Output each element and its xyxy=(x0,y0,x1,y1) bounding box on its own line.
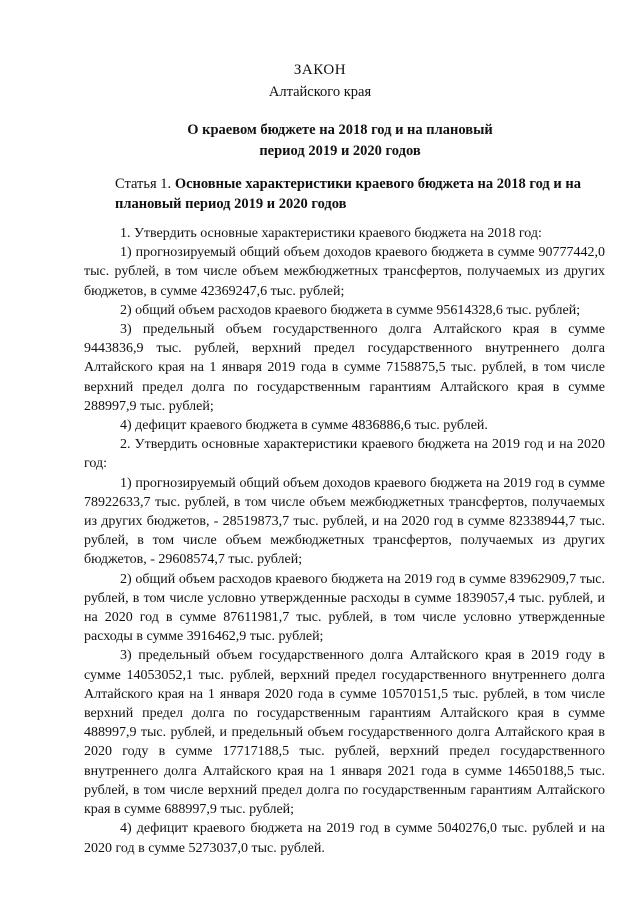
paragraph: 1) прогнозируемый общий объем доходов краевого бюджета на 2019 год в сумме 78922633,7 тыс. рублей, в том числе объем межбюджетных трансфертов, получаемых из других бюджетов, - 28519873,7 тыс. рублей, и на 2020 год в сумме 82338944,7 тыс. рублей, в том числе объем межбюджетных трансфертов, получаемых из других бюджетов, - 29608574,7 тыс. рублей; xyxy=(84,475,605,568)
law-title-line2: период 2019 и 2020 годов xyxy=(259,143,421,159)
paragraph: 4) дефицит краевого бюджета в сумме 4836886,6 тыс. рублей. xyxy=(120,418,488,434)
paragraph: 1. Утвердить основные характеристики краевого бюджета на 2018 год: xyxy=(120,226,542,241)
paragraph: 3) предельный объем государственного долга Алтайского края в 2019 году в сумме 14053052,1 тыс. рублей, верхний предел государственного внутреннего долга Алтайского края на 1 января 2020 года в сумме 10570151,5 тыс. рублей, в том числе верхний предел долга по государственным гарантиям Алтайского края в сумме 488997,9 тыс. рублей, и предельный объем государственного долга Алтайского края в 2020 году в сумме 17717188,5 тыс. рублей, верхний предел государственного внутреннего долга Алтайского края на 1 января 2021 года в сумме 14650188,5 тыс. рублей, в том числе верхний предел долга по государственным гарантиям Алтайского края в сумме 688997,9 тыс. рублей; xyxy=(84,648,605,818)
law-title-line1: О краевом бюджете на 2018 год и на плановый xyxy=(187,122,493,138)
article-title: Основные характеристики краевого бюджета на 2018 год и на плановый период 2019 и 2020 годов xyxy=(115,176,581,212)
article-body xyxy=(84,224,605,858)
article-heading xyxy=(115,174,615,214)
law-heading: ЗАКОН xyxy=(293,62,347,78)
article-prefix: Статья 1. xyxy=(115,176,172,192)
paragraph: 2) общий объем расходов краевого бюджета на 2019 год в сумме 83962909,7 тыс. рублей, в том числе условно утвержденные расходы в сумме 1839057,4 тыс. рублей, и на 2020 год в сумме 87611981,7 тыс. рублей, в том числе условно утвержденные расходы в сумме 3916462,9 тыс. рублей; xyxy=(84,571,605,645)
paragraph: 2. Утвердить основные характеристики краевого бюджета на 2019 год и на 2020 год: xyxy=(84,437,605,472)
law-title xyxy=(150,120,530,162)
paragraph: 2) общий объем расходов краевого бюджета в сумме 95614328,6 тыс. рублей; xyxy=(120,302,581,318)
paragraph: 1) прогнозируемый общий объем доходов краевого бюджета в сумме 90777442,0 тыс. рублей, в том числе объем межбюджетных трансфертов, получаемых из других бюджетов, в сумме 42369247,6 тыс. рублей; xyxy=(84,245,605,299)
paragraph: 3) предельный объем государственного долга Алтайского края в сумме 9443836,9 тыс. рублей, верхний предел государственного внутреннего долга Алтайского края на 1 января 2019 года в сумме 7158875,5 тыс. рублей, в том числе верхний предел долга по государственным гарантиям Алтайского края в сумме 288997,9 тыс. рублей; xyxy=(84,322,605,414)
paragraph: 4) дефицит краевого бюджета на 2019 год в сумме 5040276,0 тыс. рублей и на 2020 год в сумме 5273037,0 тыс. рублей. xyxy=(84,821,605,856)
region-heading: Алтайского края xyxy=(268,84,372,100)
